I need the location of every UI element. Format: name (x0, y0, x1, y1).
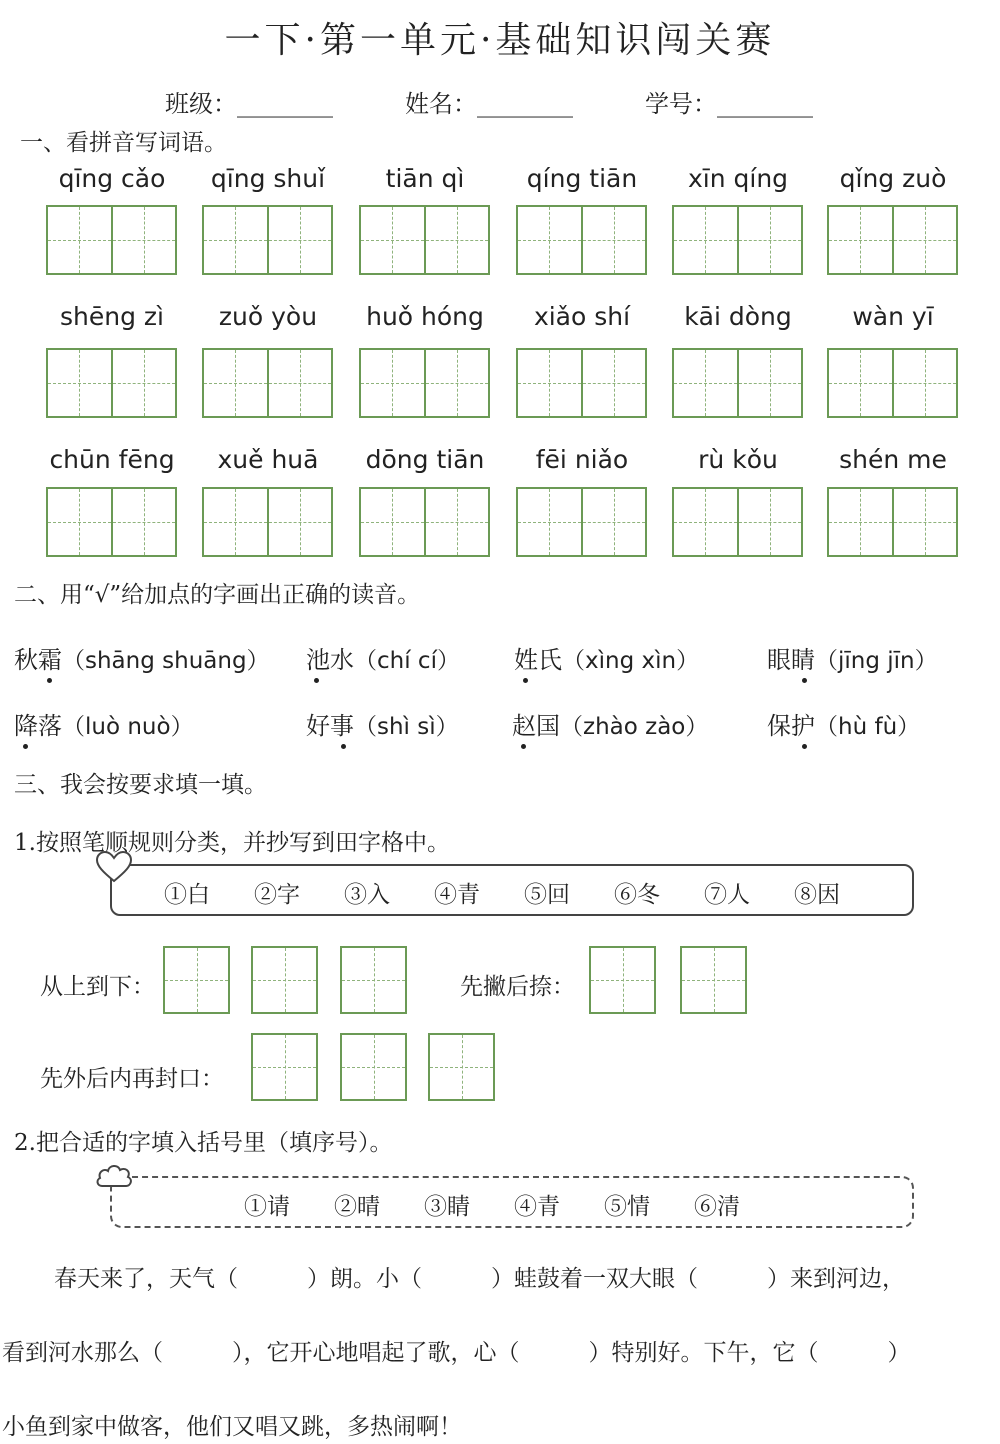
option-item: ①白 (164, 882, 210, 908)
tianzige-cell[interactable] (674, 207, 737, 273)
tianzige-word-box[interactable] (672, 348, 803, 418)
tianzige-cell[interactable] (204, 207, 267, 273)
tianzige-word-box[interactable] (46, 348, 177, 418)
stroke-order-options-box (110, 864, 914, 916)
cloze-line-3: 小鱼到家中做客，他们又唱又跳，多热闹啊！ (2, 1414, 462, 1440)
option-item: ③入 (344, 882, 390, 908)
pinyin-label: wàn yī (852, 302, 934, 331)
pron-word: 姓氏 (514, 646, 562, 674)
tianzige-cell[interactable] (518, 207, 581, 273)
pron-options[interactable]: （hù fù） (815, 714, 921, 740)
pron-options[interactable]: （xìng xìn） (562, 648, 700, 674)
worksheet-title: 一下·第一单元·基础知识闯关赛 (224, 20, 776, 61)
tianzige-word-box[interactable] (827, 487, 958, 557)
pron-word: 赵国 (512, 712, 560, 740)
tianzige-cell[interactable] (424, 489, 489, 555)
tianzige-word-box[interactable] (46, 487, 177, 557)
heart-icon (95, 850, 133, 884)
option-item: ⑥清 (694, 1194, 740, 1220)
tianzige-cell[interactable] (267, 489, 332, 555)
tianzige-box[interactable] (428, 1033, 495, 1101)
pinyin-label: zuǒ yòu (218, 302, 318, 331)
tianzige-box[interactable] (589, 946, 656, 1014)
tianzige-cell[interactable] (581, 207, 646, 273)
option-item: ⑤情 (604, 1194, 650, 1220)
option-item: ①请 (244, 1194, 290, 1220)
pron-item (14, 706, 194, 741)
pinyin-label: dōng tiān (365, 445, 485, 474)
pron-options[interactable]: （shāng shuāng） (62, 648, 270, 674)
option-item: ⑥冬 (614, 882, 660, 908)
tianzige-cell[interactable] (737, 207, 802, 273)
pinyin-label: xīn qíng (687, 164, 789, 193)
option-item: ②字 (254, 882, 300, 908)
pron-options[interactable]: （zhào zào） (560, 714, 709, 740)
tianzige-word-box[interactable] (516, 205, 647, 275)
pinyin-label: chūn fēng (49, 445, 175, 474)
pron-item (512, 706, 708, 741)
label-pie-na: 先撇后捺： (460, 974, 575, 1000)
tianzige-word-box[interactable] (202, 348, 333, 418)
pron-item (306, 640, 460, 675)
tianzige-cell[interactable] (361, 207, 424, 273)
pron-options[interactable]: （jīng jīn） (815, 648, 938, 674)
pron-word: 秋霜 (14, 646, 62, 674)
option-list (244, 1188, 784, 1221)
pron-item (767, 706, 920, 741)
tianzige-box[interactable] (680, 946, 747, 1014)
emphasis-dot (521, 744, 526, 749)
emphasis-dot (47, 678, 52, 683)
section3-heading: 三、我会按要求填一填。 (14, 772, 267, 798)
tianzige-cell[interactable] (737, 489, 802, 555)
word-options-box (110, 1176, 914, 1228)
tianzige-cell[interactable] (48, 207, 111, 273)
option-item: ⑤回 (524, 882, 570, 908)
emphasis-dot (23, 744, 28, 749)
option-list (164, 876, 884, 909)
pinyin-label: xiǎo shí (533, 302, 631, 331)
tianzige-cell[interactable] (267, 350, 332, 416)
label-top-down: 从上到下： (40, 974, 155, 1000)
q2-prompt: 2.把合适的字填入括号里（填序号）。 (14, 1130, 393, 1156)
pron-item (306, 706, 459, 741)
tianzige-word-box[interactable] (672, 487, 803, 557)
pinyin-label: qíng tiān (526, 164, 638, 193)
tianzige-box[interactable] (251, 946, 318, 1014)
tianzige-cell[interactable] (111, 207, 176, 273)
emphasis-dot (523, 678, 528, 683)
pinyin-label: fēi niǎo (535, 445, 629, 474)
emphasis-dot (341, 744, 346, 749)
tianzige-cell[interactable] (892, 350, 957, 416)
option-item: ⑦人 (704, 882, 750, 908)
tianzige-cell[interactable] (424, 350, 489, 416)
pinyin-label: qǐng zuò (839, 164, 947, 193)
option-item: ③睛 (424, 1194, 470, 1220)
pron-options[interactable]: （chí cí） (354, 648, 460, 674)
tianzige-cell[interactable] (424, 207, 489, 273)
tianzige-box[interactable] (163, 946, 230, 1014)
tianzige-cell[interactable] (48, 489, 111, 555)
tianzige-cell[interactable] (204, 489, 267, 555)
pron-word: 降落 (14, 712, 62, 740)
tianzige-word-box[interactable] (827, 205, 958, 275)
option-item: ④青 (434, 882, 480, 908)
pron-word: 保护 (767, 712, 815, 740)
pron-item (14, 640, 270, 675)
emphasis-dot (802, 678, 807, 683)
tianzige-word-box[interactable] (202, 487, 333, 557)
tianzige-word-box[interactable] (516, 487, 647, 557)
student-id-label: 学号：________ (645, 90, 813, 118)
tianzige-cell[interactable] (111, 350, 176, 416)
pinyin-label: qīng cǎo (58, 164, 166, 193)
pron-options[interactable]: （shì sì） (354, 714, 459, 740)
tianzige-cell[interactable] (518, 350, 581, 416)
pron-options[interactable]: （luò nuò） (62, 714, 194, 740)
cloud-icon (94, 1160, 134, 1194)
tianzige-word-box[interactable] (202, 205, 333, 275)
tianzige-box[interactable] (251, 1033, 318, 1101)
pron-word: 池水 (306, 646, 354, 674)
tianzige-cell[interactable] (892, 489, 957, 555)
tianzige-cell[interactable] (674, 350, 737, 416)
tianzige-word-box[interactable] (46, 205, 177, 275)
emphasis-dot (802, 744, 807, 749)
tianzige-cell[interactable] (204, 350, 267, 416)
pinyin-label: shén me (839, 445, 947, 474)
option-item: ⑧因 (794, 882, 840, 908)
pinyin-label: tiān qì (385, 164, 465, 193)
pinyin-label: huǒ hóng (366, 302, 484, 331)
tianzige-cell[interactable] (361, 489, 424, 555)
tianzige-cell[interactable] (111, 489, 176, 555)
pinyin-label: xuě huā (217, 445, 319, 474)
tianzige-cell[interactable] (829, 207, 892, 273)
class-label: 班级：________ (165, 90, 333, 118)
q1-prompt: 1.按照笔顺规则分类，并抄写到田字格中。 (14, 830, 450, 856)
emphasis-dot (314, 678, 319, 683)
tianzige-word-box[interactable] (359, 487, 490, 557)
tianzige-word-box[interactable] (672, 205, 803, 275)
pron-item (514, 640, 699, 675)
pinyin-label: kāi dòng (684, 302, 792, 331)
tianzige-box[interactable] (340, 946, 407, 1014)
pron-word: 眼睛 (767, 646, 815, 674)
pinyin-label: rù kǒu (698, 445, 778, 474)
tianzige-cell[interactable] (829, 489, 892, 555)
tianzige-cell[interactable] (361, 350, 424, 416)
option-item: ④青 (514, 1194, 560, 1220)
tianzige-cell[interactable] (892, 207, 957, 273)
option-item: ②晴 (334, 1194, 380, 1220)
cloze-line-1: 春天来了，天气（ ）朗。小（ ）蛙鼓着一双大眼（ ）来到河边， (54, 1266, 905, 1292)
tianzige-cell[interactable] (267, 207, 332, 273)
tianzige-word-box[interactable] (359, 348, 490, 418)
pron-item (767, 640, 938, 675)
pinyin-label: shēng zì (60, 302, 164, 331)
cloze-line-2: 看到河水那么（ ），它开心地唱起了歌，心（ ）特别好。下午，它（ ） (2, 1340, 911, 1366)
section2-heading: 二、用“√”给加点的字画出正确的读音。 (14, 582, 421, 608)
tianzige-cell[interactable] (48, 350, 111, 416)
tianzige-cell[interactable] (674, 489, 737, 555)
tianzige-box[interactable] (340, 1033, 407, 1101)
name-label: 姓名：________ (405, 90, 573, 118)
tianzige-cell[interactable] (581, 489, 646, 555)
section1-heading: 一、看拼音写词语。 (20, 130, 227, 156)
tianzige-cell[interactable] (737, 350, 802, 416)
pron-word: 好事 (306, 712, 354, 740)
pinyin-label: qīng shuǐ (210, 164, 326, 193)
tianzige-word-box[interactable] (827, 348, 958, 418)
tianzige-word-box[interactable] (359, 205, 490, 275)
tianzige-cell[interactable] (829, 350, 892, 416)
tianzige-cell[interactable] (518, 489, 581, 555)
label-outer-inner: 先外后内再封口： (40, 1066, 224, 1092)
tianzige-cell[interactable] (581, 350, 646, 416)
tianzige-word-box[interactable] (516, 348, 647, 418)
